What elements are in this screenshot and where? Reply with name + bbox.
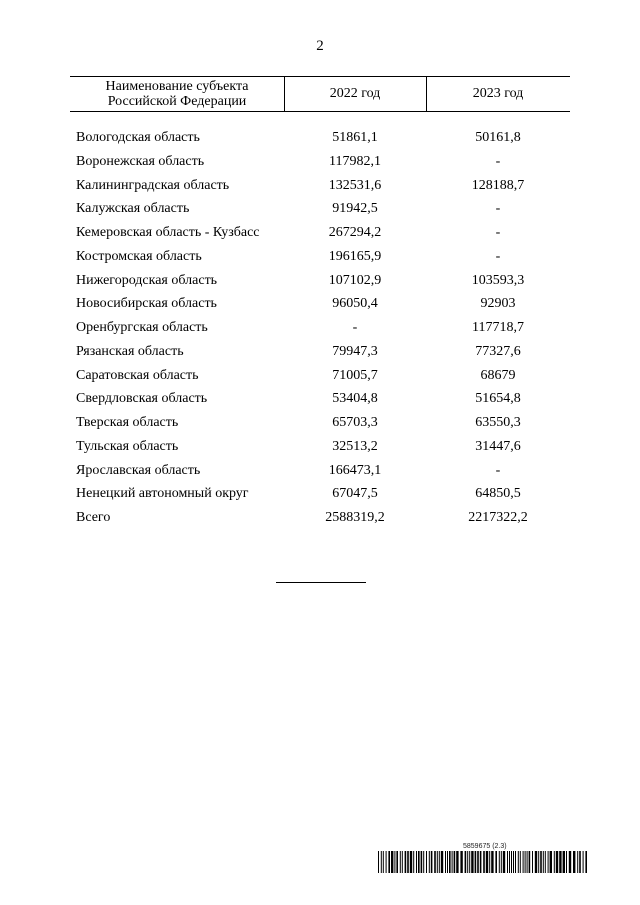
value-2023: 128188,7 <box>471 177 525 193</box>
region-name: Вологодская область <box>76 130 200 145</box>
value-2022: 96050,4 <box>332 296 378 312</box>
region-name: Тульская область <box>76 438 179 454</box>
value-2023: 103593,3 <box>471 272 525 288</box>
table-row <box>0 506 640 530</box>
value-2023: 63550,3 <box>475 415 521 430</box>
table-row <box>0 245 640 269</box>
value-2023: 50161,8 <box>475 130 521 145</box>
page-number: 2 <box>316 38 324 54</box>
table-row <box>0 292 640 316</box>
region-name: Воронежская область <box>76 153 205 169</box>
table-row <box>0 364 640 388</box>
table-row <box>0 174 640 198</box>
value-2022: 2588319,2 <box>325 510 385 525</box>
region-name: Новосибирская область <box>76 296 217 312</box>
value-2023: 77327,6 <box>475 343 521 359</box>
header-2022: 2022 год <box>329 86 381 101</box>
region-name: Всего <box>76 510 111 525</box>
region-name: Тверская область <box>76 415 179 430</box>
value-2023: 2217322,2 <box>468 510 528 525</box>
table-row <box>0 269 640 293</box>
value-2023: - <box>495 225 501 240</box>
value-2022: - <box>352 320 358 335</box>
value-2022: 32513,2 <box>332 438 378 454</box>
table-row <box>0 459 640 483</box>
header-bottom-rule <box>70 111 570 112</box>
header-2023: 2023 год <box>472 86 524 101</box>
value-2023: - <box>495 248 501 264</box>
value-2023: - <box>495 153 501 169</box>
value-2022: 71005,7 <box>332 367 378 383</box>
value-2023: - <box>495 201 501 217</box>
value-2022: 117982,1 <box>329 153 381 169</box>
value-2023: - <box>495 462 501 478</box>
table-row <box>0 482 640 506</box>
value-2022: 79947,3 <box>332 343 378 359</box>
region-name: Калужская область <box>76 201 190 217</box>
table-row <box>0 150 640 174</box>
value-2022: 132531,6 <box>328 177 382 193</box>
value-2023: 68679 <box>480 367 516 383</box>
header-subject-text: Наименование субъекта Российской Федерации <box>105 78 249 109</box>
value-2022: 51861,1 <box>332 130 378 145</box>
value-2022: 166473,1 <box>328 462 382 478</box>
value-2023: 31447,6 <box>475 438 521 454</box>
region-name: Рязанская область <box>76 343 184 359</box>
region-name: Кемеровская область - Кузбасс <box>76 225 260 240</box>
table-row <box>0 411 640 435</box>
barcode-label: 5859675 (2.3) <box>463 843 507 850</box>
table-row <box>0 316 640 340</box>
region-name: Костромская область <box>76 248 202 264</box>
region-name: Ярославская область <box>76 462 201 478</box>
value-2022: 67047,5 <box>332 486 378 502</box>
header-subject <box>70 76 284 111</box>
value-2023: 51654,8 <box>475 391 521 407</box>
region-name: Саратовская область <box>76 367 199 383</box>
value-2022: 196165,9 <box>328 248 382 264</box>
region-name: Свердловская область <box>76 391 208 407</box>
value-2022: 267294,2 <box>328 225 382 240</box>
table-body <box>0 126 640 530</box>
value-2022: 91942,5 <box>332 201 378 217</box>
value-2022: 107102,9 <box>328 272 382 288</box>
table-row <box>0 340 640 364</box>
value-2022: 53404,8 <box>332 391 378 407</box>
value-2022: 65703,3 <box>332 415 378 430</box>
region-name: Ненецкий автономный округ <box>76 486 249 502</box>
region-name: Калининградская область <box>76 177 230 193</box>
region-name: Нижегородская область <box>76 272 218 288</box>
end-rule <box>276 582 366 583</box>
table-row <box>0 387 640 411</box>
table-row <box>0 126 640 150</box>
value-2023: 92903 <box>480 296 516 312</box>
table-row <box>0 435 640 459</box>
value-2023: 64850,5 <box>475 486 521 502</box>
barcode <box>378 851 588 873</box>
table-row <box>0 197 640 221</box>
region-name: Оренбургская область <box>76 320 208 335</box>
value-2023: 117718,7 <box>472 320 524 335</box>
table-row <box>0 221 640 245</box>
